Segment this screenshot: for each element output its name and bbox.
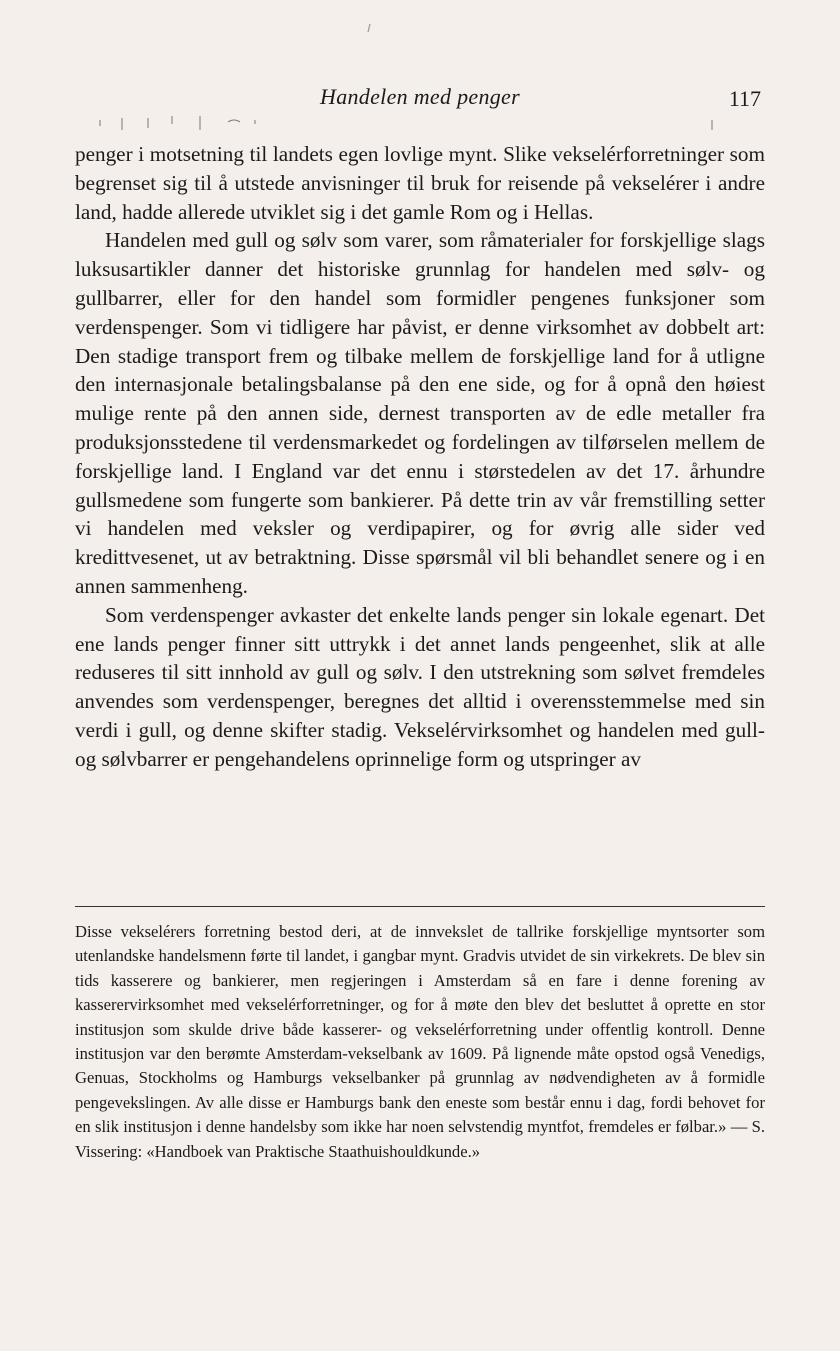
footnote-divider [75, 906, 765, 907]
paragraph-2: Handelen med gull og sølv som varer, som råmaterialer for forskjellige slags luksusartikler danner det historiske grunnlag for handelen med sølv- og gullbarrer, eller for den handel som formidler pengenes funksjoner som verdenspenger. Som vi tidligere har påvist, er denne virksomhet av dobbelt art: Den stadige transport frem og tilbake mellem de forskjellige land for å utligne den internasjonale betalingsbalanse på den ene side, og for å opnå den høiest mulige rente på den annen side, dernest transporten av de edle metaller fra produksjonsstedene til verdensmarkedet og fordelingen av tilførselen mellem de forskjellige land. I England var det ennu i størstedelen av det 17. århundre gullsmedene som fungerte som bankierer. På dette trin av vår fremstilling setter vi handelen med veksler og verdipapirer, og for øvrig alle sider ved kredittvesenet, ut av betraktning. Disse spørsmål vil bli behandlet senere og i en annen sammenheng. [75, 228, 765, 598]
paragraph-3: Som verdenspenger avkaster det enkelte lands penger sin lokale egenart. Det ene lands penger finner sitt uttrykk i det annet lands pengeenhet, slik at alle reduseres til sitt innhold av gull og sølv. I den utstrekning som sølvet fremdeles anvendes som verdenspenger, beregnes det alltid i overensstemmelse med sin verdi i gull, og denne skifter stadig. Vekselérvirksomhet og handelen med gull- og sølvbarrer er pengehandelens oprinnelige form og utspringer av [75, 602, 765, 771]
main-text [75, 140, 765, 774]
running-title: Handelen med penger [320, 84, 520, 109]
paragraph-1: penger i motsetning til landets egen lovlige mynt. Slike vekselérforretninger som begrenset sig til å utstede anvisninger til bruk for reisende på vekselérer i andre land, hadde allerede utviklet sig i det gamle Rom og i Hellas. [75, 142, 765, 224]
print-marks [0, 10, 840, 140]
footnote: Disse vekselérers forretning bestod deri, at de innvekslet de tallrike forskjellige myntsorter som utenlandske handelsmenn førte til landet, i gangbar mynt. Gradvis utvidet de sin virkekrets. De blev sin tids kasserere og bankierer, men regjeringen i Amsterdam så en fare i denne forening av kasserervirksomhet med vekselérforretninger, og for å møte den blev det besluttet å oprette en stor institusjon som skulde drive både kasserer- og vekselérforretning under offentlig kontroll. Denne institusjon var den berømte Amsterdam-vekselbank av 1609. På lignende måte opstod også Venedigs, Genuas, Stockholms og Hamburgs vekselbanker på grunnlag av nødvendigheten av å formidle pengevekslingen. Av alle disse er Hamburgs bank den eneste som består ennu i dag, fordi behovet for en slik institusjon i denne handelsby som ikke har noen selvstendig myntfot, fremdeles er følbar.» — S. Vissering: «Handboek van Praktische Staathuishouldkunde.» [75, 922, 765, 1161]
page-number: 117 [728, 86, 761, 111]
page-header [75, 84, 765, 114]
